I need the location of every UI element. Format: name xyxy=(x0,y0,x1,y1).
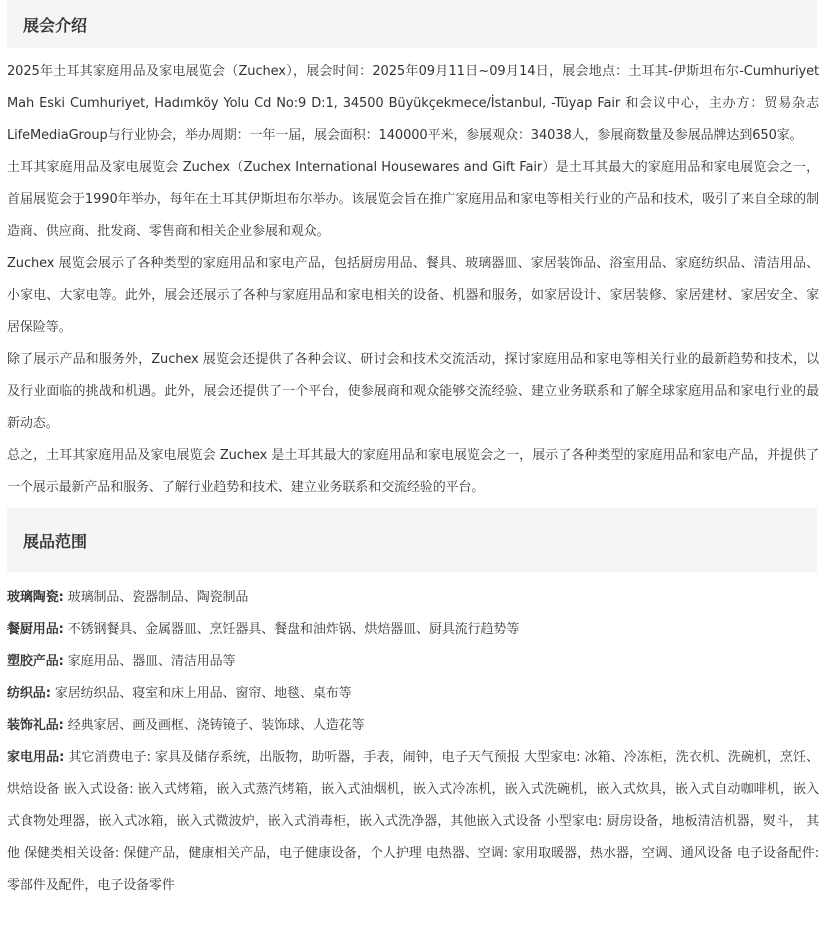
scope-item-plastics xyxy=(7,646,819,678)
intro-paragraph: 土耳其家庭用品及家电展览会 Zuchex（Zuchex International Housewares and Gift Fair）是土耳其最大的家庭用品和家电展览会之一，首届展览会于1990年举办，每年在土耳其伊斯坦布尔举办。该展览会旨在推广家庭用品和家电等相关行业的产品和技术，吸引了来自全球的制造商、供应商、批发商、零售商和相关企业参展和观众。 xyxy=(7,160,819,239)
scope-item-text: 不锈钢餐具、金属器皿、烹饪器具、餐盘和油炸锅、烘焙器皿、厨具流行趋势等 xyxy=(63,622,520,637)
intro-paragraph: 总之，土耳其家庭用品及家电展览会 Zuchex 是土耳其最大的家庭用品和家电展览会之一，展示了各种类型的家庭用品和家电产品，并提供了一个展示最新产品和服务、了解行业趋势和技术、建立业务联系和交流经验的平台。 xyxy=(7,448,819,495)
scope-item-glass-ceramics xyxy=(7,582,819,614)
scope-list xyxy=(0,572,825,902)
intro-paragraph: 2025年土耳其家庭用品及家电展览会（Zuchex），展会时间：2025年09月11日~09月14日，展会地点：土耳其-伊斯坦布尔-Cumhuriyet Mah Eski Cumhuriyet, Hadımköy Yolu Cd No:9 D:1, 34500 Büyükçekmece/İstanbul, -Tüyap Fair 和会议中心，主办方：贸易杂志LifeMediaGroup与行业协会，举办周期：一年一届，展会面积：140000平米，参展观众：34038人，参展商数量及参展品牌达到650家。 xyxy=(7,64,819,143)
scope-item-textiles xyxy=(7,678,819,710)
scope-item-text: 玻璃制品、瓷器制品、陶瓷制品 xyxy=(63,590,249,605)
scope-section-header xyxy=(7,508,817,572)
scope-section-title: 展品范围 xyxy=(23,531,88,551)
intro-paragraph: 除了展示产品和服务外，Zuchex 展览会还提供了各种会议、研讨会和技术交流活动，探讨家庭用品和家电等相关行业的最新趋势和技术，以及行业面临的挑战和机遇。此外，展会还提供了一个平台，使参展商和观众能够交流经验、建立业务联系和了解全球家庭用品和家电行业的最新动态。 xyxy=(7,352,819,431)
scope-item-label: 塑胶产品: xyxy=(7,654,64,669)
scope-item-label: 餐厨用品: xyxy=(7,622,64,637)
intro-body xyxy=(0,48,825,504)
intro-paragraph: Zuchex 展览会展示了各种类型的家庭用品和家电产品，包括厨房用品、餐具、玻璃器皿、家居装饰品、浴室用品、家庭纺织品、清洁用品、小家电、大家电等。此外，展会还展示了各种与家庭用品和家电相关的设备、机器和服务，如家居设计、家居装修、家居建材、家居安全、家居保险等。 xyxy=(7,256,819,335)
scope-item-appliances xyxy=(7,742,819,902)
scope-item-label: 纺织品: xyxy=(7,686,51,701)
scope-item-kitchenware xyxy=(7,614,819,646)
scope-item-text: 其它消费电子: 家具及储存系统，出版物，助听器，手表，闹钟，电子天气预报 大型家电: 冰箱、冷冻柜，洗衣机、洗碗机，烹饪、烘焙设备 嵌入式设备: 嵌入式烤箱，嵌入式蒸汽烤箱，嵌入式油烟机，嵌入式冷冻机，嵌入式洗碗机，嵌入式炊具，嵌入式自动咖啡机，嵌入式食物处理器，嵌入式冰箱，嵌入式微波炉，嵌入式消毒柜，嵌入式洗净器，其他嵌入式设备 小型家电: 厨房设备，地板清洁机器，熨斗， 其他 保健类相关设备: 保健产品，健康相关产品，电子健康设备，个人护理 电热器、空调: 家用取暖器，热水器，空调、通风设备 电子设备配件: 零部件及配件，电子设备零件 xyxy=(7,750,820,893)
scope-item-label: 家电用品: xyxy=(7,750,65,765)
scope-item-text: 家庭用品、器皿、清洁用品等 xyxy=(63,654,236,669)
intro-section-header xyxy=(7,0,817,48)
scope-item-text: 家居纺织品、寝室和床上用品、窗帘、地毯、桌布等 xyxy=(50,686,352,701)
scope-item-decor-gifts xyxy=(7,710,819,742)
scope-item-label: 装饰礼品: xyxy=(7,718,64,733)
intro-section-title: 展会介绍 xyxy=(23,15,88,35)
scope-item-label: 玻璃陶瓷: xyxy=(7,590,64,605)
scope-item-text: 经典家居、画及画框、浇铸镜子、装饰球、人造花等 xyxy=(63,718,365,733)
